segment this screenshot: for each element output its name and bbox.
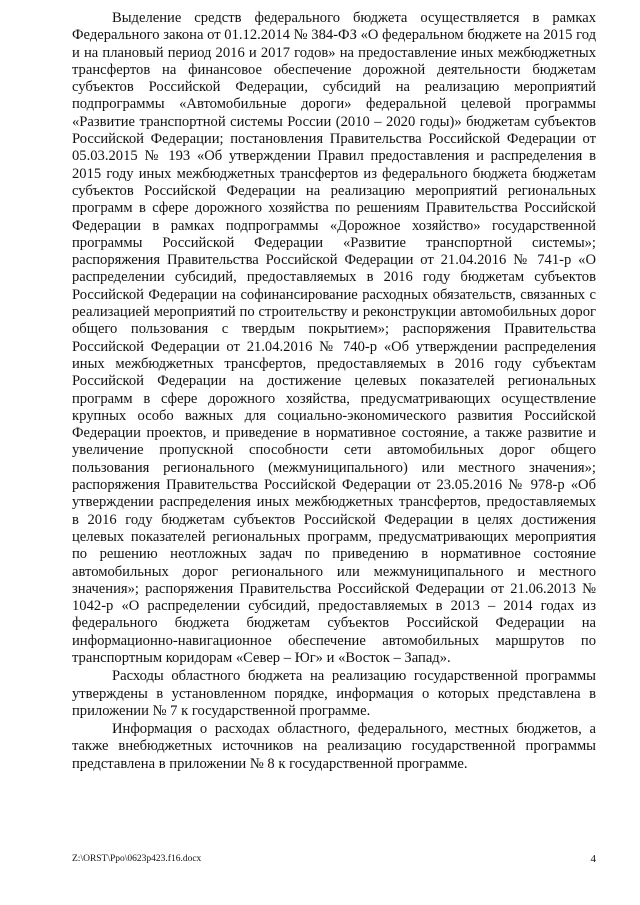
paragraph-federal-budget-funding: Выделение средств федерального бюджета осуществляется в рамках Федерального закона от 01.12.2014 № 384-ФЗ «О федеральном бюджете на 2015 год и на плановый период 2016 и 2017 годов» на предоставление иных межбюджетных трансфертов на финансовое обеспечение дорожной деятельности бюджетам субъектов Российской Федерации, субсидий на реализацию мероприятий подпрограммы «Автомобильные дороги» федеральной целевой программы «Развитие транспортной системы России (2010 – 2020 годы)» бюджетам субъектов Российской Федерации; постановления Правительства Российской Федерации от 05.03.2015 № 193 «Об утверждении Правил предоставления и распределения в 2015 году иных межбюджетных трансфертов из федерального бюджета бюджетам субъектов Российской Федерации на реализацию мероприятий региональных программ в сфере дорожного хозяйства по решениям Правительства Российской Федерации в рамках подпрограммы «Дорожное хозяйство» государственной программы Российской Федерации «Развитие транспортной системы»; распоряжения Правительства Российской Федерации от 21.04.2016 № 741-р «О распределении субсидий, предоставляемых в 2016 году бюджетам субъектов Российской Федерации на софинансирование расходных обязательств, связанных с реализацией мероприятий по строительству и реконструкции автомобильных дорог общего пользования с твердым покрытием»; распоряжения Правительства Российской Федерации от 21.04.2016 № 740-р «Об утверждении распределения иных межбюджетных трансфертов, предоставляемых в 2016 году субъектам Российской Федерации на достижение целевых показателей региональных программ в сфере дорожного хозяйства, предусматривающих осуществление крупных особо важных для социально-экономического развития Российской Федерации проектов, и приведение в нормативное состояние, а также развитие и увеличение пропускной способности сети автомобильных дорог общего пользования регионального (межмуниципального) или местного значения»; распоряжения Правительства Российской Федерации от 23.05.2016 № 978-р «Об утверждении распределения иных межбюджетных трансфертов, предоставляемых в 2016 году бюджетам субъектов Российской Федерации в целях достижения целевых показателей региональных программ, предусматривающих мероприятия по решению неотложных задач по приведению в нормативное состояние автомобильных дорог регионального или межмуниципального и местного значения»; распоряжения Правительства Российской Федерации от 21.06.2013 № 1042-р «О распределении субсидий, предоставляемых в 2013 – 2014 годах из федерального бюджета бюджетам субъектов Российской Федерации на информационно-навигационное обеспечение автомобильных маршрутов по транспортным коридорам «Север – Юг» и «Восток – Запад». — [72, 10, 596, 666]
footer-file-path: Z:\ORST\Ppo\0623p423.f16.docx — [72, 854, 202, 864]
document-body — [72, 10, 596, 774]
paragraph-funding-sources-info: Информация о расходах областного, федерального, местных бюджетов, а также внебюджетных источников на реализацию государственной программы представлена в приложении № 8 к государственной программе. — [72, 721, 596, 772]
page-number: 4 — [590, 853, 596, 865]
paragraph-regional-budget-expenses: Расходы областного бюджета на реализацию государственной программы утверждены в установленном порядке, информация о которых представлена в приложении № 7 к государственной программе. — [72, 668, 596, 719]
